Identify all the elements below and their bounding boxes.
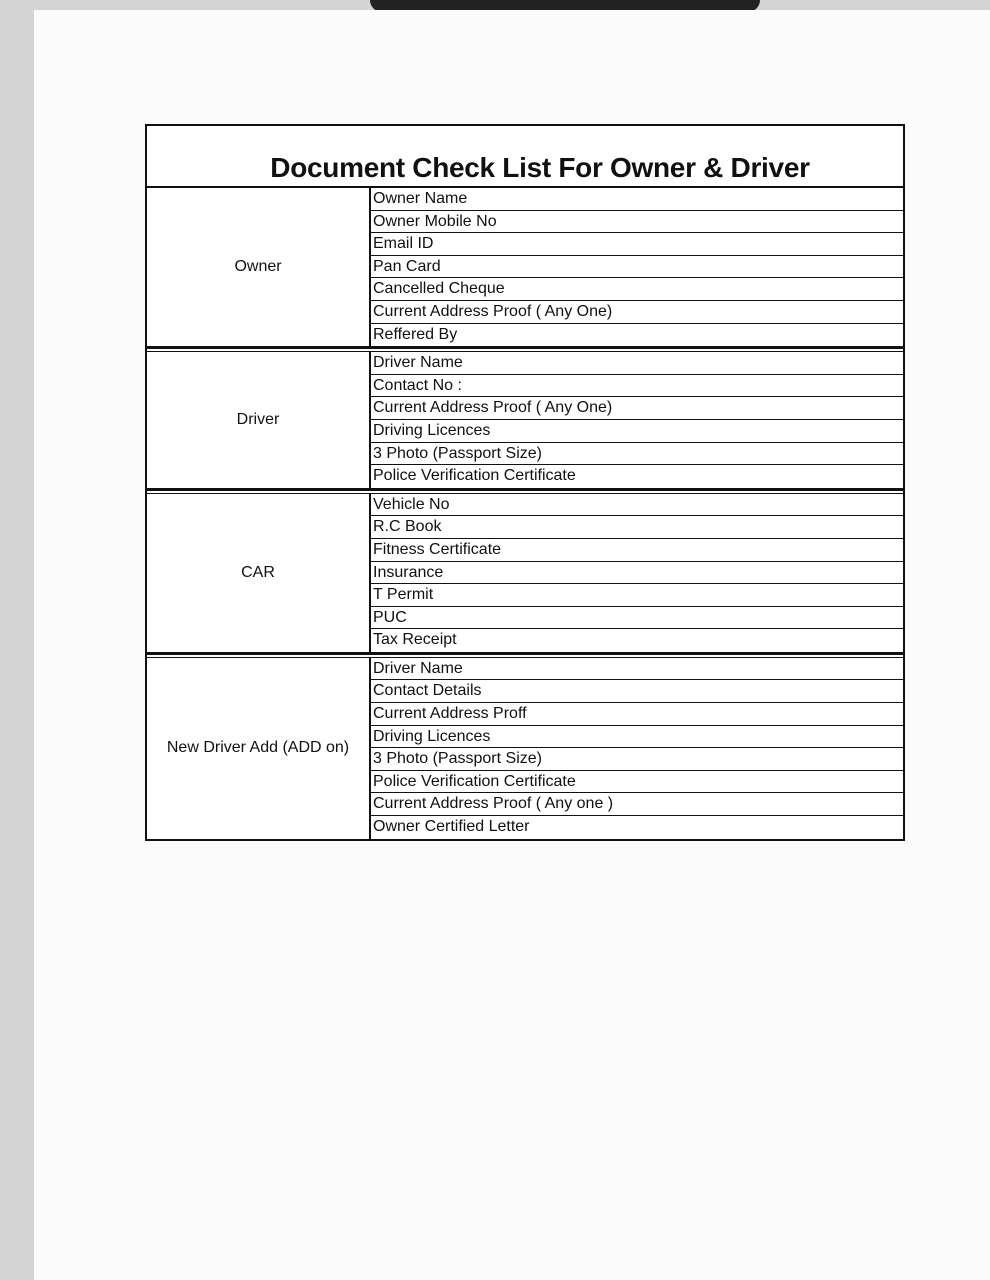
checklist-item: Email ID bbox=[371, 233, 903, 256]
section-new-driver bbox=[147, 654, 903, 839]
checklist-item: Fitness Certificate bbox=[371, 539, 903, 562]
checklist-item: T Permit bbox=[371, 584, 903, 607]
checklist-item: 3 Photo (Passport Size) bbox=[371, 443, 903, 466]
checklist-item: Current Address Proff bbox=[371, 703, 903, 726]
item-list bbox=[371, 188, 903, 346]
item-list bbox=[371, 658, 903, 839]
checklist-item: Reffered By bbox=[373, 325, 458, 343]
checklist-item: Cancelled Cheque bbox=[371, 278, 903, 301]
checklist-item: Owner Mobile No bbox=[371, 211, 903, 234]
checklist-item: Driver Name bbox=[371, 352, 903, 375]
checklist-item: Current Address Proof ( Any one ) bbox=[371, 793, 903, 816]
checklist-item: Tax Receipt bbox=[373, 631, 457, 649]
checklist-item: Owner Name bbox=[371, 188, 903, 211]
item-list bbox=[371, 352, 903, 488]
checklist-item: Pan Card bbox=[371, 256, 903, 279]
checklist-item: Contact Details bbox=[371, 680, 903, 703]
checklist-item: Police Verification Certificate bbox=[373, 467, 576, 485]
section-label: New Driver Add (ADD on) bbox=[147, 658, 371, 839]
checklist-item: Contact No : bbox=[371, 375, 903, 398]
checklist-item: Driving Licences bbox=[371, 420, 903, 443]
checklist-table bbox=[145, 124, 905, 841]
checklist-item: Current Address Proof ( Any One) bbox=[371, 301, 903, 324]
checklist-item: Vehicle No bbox=[371, 494, 903, 517]
checklist-item: Driver Name bbox=[371, 658, 903, 681]
section-label: CAR bbox=[147, 494, 371, 652]
checklist-item: PUC bbox=[371, 607, 903, 630]
checklist-item: 3 Photo (Passport Size) bbox=[371, 748, 903, 771]
section-driver bbox=[147, 348, 903, 490]
checklist-item: Owner Certified Letter bbox=[373, 818, 530, 836]
section-car bbox=[147, 490, 903, 654]
item-list bbox=[371, 494, 903, 652]
checklist-item: R.C Book bbox=[371, 516, 903, 539]
checklist-item: Insurance bbox=[371, 562, 903, 585]
checklist-item: Current Address Proof ( Any One) bbox=[371, 397, 903, 420]
checklist-item: Police Verification Certificate bbox=[371, 771, 903, 794]
section-owner bbox=[147, 188, 903, 348]
section-label: Owner bbox=[147, 188, 371, 346]
checklist-item: Driving Licences bbox=[371, 726, 903, 749]
title-row bbox=[147, 126, 903, 188]
page-title: Document Check List For Owner & Driver bbox=[270, 152, 810, 183]
section-label: Driver bbox=[147, 352, 371, 488]
